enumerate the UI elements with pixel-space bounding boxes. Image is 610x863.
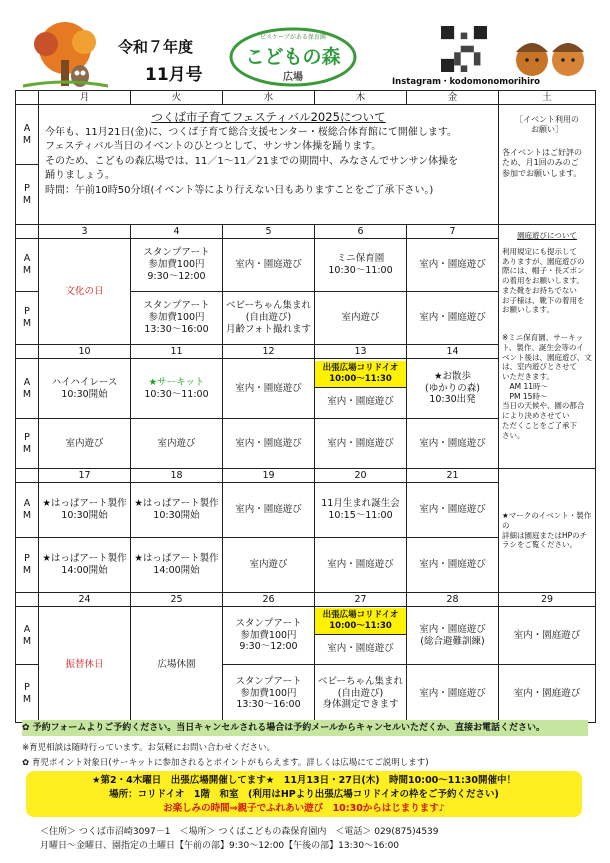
event-cell: 室内・園庭遊び [407,665,499,723]
date-row: 17 18 19 20 21 ★マークのイベント・製作の 詳細は園庭またはHPのチ ラシをご覧ください。 [16,469,596,483]
event-request-text: 各イベントはご好評の ため、月1回のみのご 参加でお願いします。 [502,147,582,178]
event-cell: ★はっぱアート製作 14:00開始 [39,538,131,593]
autumn-tree-owl-illustration [18,20,113,90]
event-request-box: ［イベント利用の お願い］ [515,115,579,135]
event-cell: 室内・園庭遊び [407,483,499,538]
outreach-schedule: ★第2・4木曜日 出張広場開催してます★ 11月13日・27日(木) 時間10:00～11:30開催中！ [91,775,517,786]
outreach-event-highlight: 出張広場コリドイオ 10:00～11:30 [315,608,406,634]
event-cell: 室内・園庭遊び [223,359,315,419]
issue-month-label: 11月号 [145,65,203,85]
notice-title: つくば市子育てフェスティバル2025について [151,110,386,124]
event-cell: ★はっぱアート製作 10:30開始 [39,483,131,538]
weekday-thu: 木 [315,91,407,105]
holiday-cell: 文化の日 [39,239,131,345]
event-cell: ★はっぱアート製作 10:30開始 [131,483,223,538]
event-cell: 室内遊び [39,419,131,469]
weekday-mon: 月 [39,91,131,105]
notice-line: フェスティバル当日のイベントのひとつとして、サンサン体操を踊ります。 [45,141,382,153]
event-cell: 室内・園庭遊び [407,538,499,593]
event-cell: 出張広場コリドイオ 10:00～11:30 室内・園庭遊び [315,359,407,419]
consultation-note: ※育児相談は随時行っています。お気軽にお問い合わせください。 [22,743,275,753]
weekday-wed: 水 [223,91,315,105]
event-cell: 室内・園庭遊び [315,419,407,469]
am-label: A M [16,105,39,165]
notice-line: 踊りましょう。 [45,170,115,182]
event-cell: 室内・園庭遊び [407,292,499,345]
hours-line: 月曜日～金曜日、園指定の土曜日【午前の部】9:30～12:00【午後の部】13:30～16:00 [40,841,400,851]
outreach-announcement [26,771,582,817]
star-mark-note: ★マークのイベント・製作の 詳細は園庭またはHPのチ ラシをご覧ください。 [499,469,596,593]
acorn-characters-illustration [510,30,590,80]
event-cell: ベビーちゃん集まれ (自由遊び) 身体測定できます [315,665,407,723]
event-cell: 11月生まれ誕生会 10:15～11:00 [315,483,407,538]
event-cell: 室内・園庭遊び [315,538,407,593]
saturday-info-2 [499,225,596,469]
event-cell: スタンプアート 参加費100円 9:30～12:00 [131,239,223,292]
event-cell: 室内遊び [131,419,223,469]
event-cell: ベビーちゃん集まれ (自由遊び) 月齢フォト撮れます [223,292,315,345]
weekday-tue: 火 [131,91,223,105]
event-cell: 室内遊び [223,538,315,593]
event-cell: ハイハイレース 10:30開始 [39,359,131,419]
outreach-location[interactable]: 場所：コリドイオ 1階 和室 (利用はHPより出張広場コリドイオの枠をご予約ください) [109,789,499,800]
weekday-header-row [16,91,596,105]
event-cell: ★はっぱアート製作 14:00開始 [131,538,223,593]
event-cell: スタンプアート 参加費100円 13:30～16:00 [223,665,315,723]
event-cell: スタンプアート 参加費100円 9:30～12:00 [223,607,315,665]
event-cell: 室内・園庭遊び [407,239,499,292]
date-row: 10 11 12 13 14 [16,345,596,359]
notice-line: そのため、こどもの森広場では、11／1～11／21までの期間中、みなさんでサンサン体操を [45,155,459,167]
event-cell: 出張広場コリドイオ 10:00～11:30 室内・園庭遊び [315,607,407,665]
event-cell: 室内・園庭遊び [223,483,315,538]
event-cell: ミニ保育園 10:30～11:00 [315,239,407,292]
yard-play-text: 利用規定にも提示して ありますが、園庭遊びの 際には、帽子・長ズボン の着用をお願いします。 また靴をお持ちでない お子様は、靴下の着用を お願いします。 [502,246,585,315]
event-cell: スタンプアート 参加費100円 13:30～16:00 [131,292,223,345]
holiday-cell: 振替休日 [39,607,131,723]
event-cell: 室内遊び [315,292,407,345]
address-line: ＜住所＞ つくば市沼崎3097－1 ＜場所＞ つくばこどもの森保育園内 ＜電話＞ 029(875)4539 [40,827,439,837]
fiscal-year-label: 令和７年度 [118,38,194,56]
outreach-activity: お楽しみの時間⇒親子でふれあい遊び 10:30からはじまります♪ [163,803,445,814]
reservation-banner: ✿ 予約フォームよりご予約ください。当日キャンセルされる場合は予約メールからキャンセルいただくか、直接お電話ください。 [22,720,588,736]
weekday-fri: 金 [407,91,499,105]
event-cell: 室内・園庭遊び (総合避難訓練) [407,607,499,665]
notice-line: 今年も、11月21日(金)に、つくば子育て総合支援センター・桜総合体育館にて開催します。 [45,126,458,138]
event-cell: 室内・園庭遊び [499,665,596,723]
event-cell: 室内・園庭遊び [223,239,315,292]
date-row: 3 4 5 6 7 園庭遊びについて 利用規定にも提示して ありますが、園庭遊びの 際には、帽子・長ズボン の着用をお願いします。 また靴をお持ちでない お子様は、靴下の着用を お願いします。 ※ミニ保育園、サーキッ ト、製作、誕生会等のイ ベント後は、園庭遊び、文 は、室内遊びとさせて いただきます。 AM 11時～ PM 15時～ 当日の天候や、園の都合 により決めさせてい ただくことをご了承下 さい。 [16,225,596,239]
yard-play-title: 園庭遊びについて [517,231,577,240]
qr-code-icon[interactable] [440,26,488,72]
monthly-calendar: 月 火 水 木 金 土 A M つくば市子育てフェスティバル2025について 今年も、11月21日(金)に、つくば子育て総合支援センター・桜総合体育館にて開催します。 フェスティバル当日のイベントのひとつとして、サンサン体操を踊ります。 そのため、こどもの森広場では、11／1～11／21までの期間中、みなさんでサンサン体操を 踊りましょう。 時間：午前10時50分頃(イベント等により行えない日もありますことをご了承下さい。) ［イベント利用の お願い］ 各イベントはご好評の ため、月1回のみのご 参加でお願いします。 P M 3 4 5 6 7 園庭遊びについて 利用規定にも提示して ありますが、園庭遊びの 際には、帽子・長ズボン の着用をお願いします。 また靴をお持ちでない お子様は、靴下の着用を お願いします。 ※ミニ保育園、サーキッ ト、製作、誕生会等のイ ベント後は、園庭遊び、文 は、室内遊びとさせて いただきます。 AM 11時～ PM 15時～ 当日の天候や、園の都合 により決めさせてい ただくことをご了承下 さい。 A M 文化の日 スタンプアート 参加費100円 9:30～12:00 室内・園庭遊び ミニ保育園 10:30～11:00 室内・園庭遊び P M スタンプアート 参加費100円 13:30～16:00 ベビーちゃん集まれ (自由遊び) 月齢フォト撮れます 室内遊び 室内・園庭遊び 10 11 12 13 14 A M ハイハイレース 10:30開始 ★サーキット 10:30～11:00 室内・園庭遊び 出張広場コリドイオ 10:00～11:30 室内・園庭遊び ★お散歩 (ゆかりの森) 10:30出発 P M 室内遊び 室内遊び 室内・園庭遊び 室内・園庭遊び 室内・園庭遊び 17 18 19 20 21 ★マークのイベント・製作の 詳細は園庭またはHPのチ ラシをご覧ください。 A M ★はっぱアート製作 10:30開始 ★はっぱアート製作 10:30開始 室内・園庭遊び 11月生まれ誕生会 10:15～11:00 室内・園庭遊び P M ★はっぱアート製作 14:00開始 ★はっぱアート製作 14:00開始 室内遊び 室内・園庭遊び 室内・園庭遊び 24 25 26 27 28 29 A M 振替休日 広場休園 スタンプアート 参加費100円 9:30～12:00 出張広場コリドイオ 10:00～11:30 室内・園庭遊び 室内・園庭遊び (総合避難訓練) 室内・園庭遊び P M スタンプアート 参加費100円 13:30～16:00 ベビーちゃん集まれ (自由遊び) 身体測定できます 室内・園庭遊び 室内・園庭遊び [15,90,595,710]
event-cell: 室内・園庭遊び [223,419,315,469]
saturday-info-1 [499,105,596,225]
instagram-handle: Instagram・kodomonomorihiro [392,77,541,87]
event-cell: ★お散歩 (ゆかりの森) 10:30出発 [407,359,499,419]
weekday-sat: 土 [499,91,596,105]
closed-cell: 広場休園 [131,607,223,723]
festival-notice [39,105,499,225]
event-after-text: ※ミニ保育園、サーキッ ト、製作、誕生会等のイ ベント後は、園庭遊び、文 は、室内遊びとさせて いただきます。 AM 11時～ PM 15時～ 当日の天候や、園の都合 により決めさせてい ただくことをご了承下 さい。 [502,333,592,440]
event-cell: 室内・園庭遊び [499,607,596,665]
date-row: 24 25 26 27 28 29 [16,593,596,607]
event-cell: ★サーキット 10:30～11:00 [131,359,223,419]
notice-line: 時間：午前10時50分頃(イベント等により行えない日もありますことをご了承下さい。) [45,184,434,196]
pm-label: P M [16,165,39,225]
event-cell: 室内・園庭遊び [407,419,499,469]
outreach-event-highlight: 出張広場コリドイオ 10:00～11:30 [315,361,406,387]
kodomonomori-logo: ビスケーブがある保育園 こどもの森 広場 [228,26,358,88]
points-note: ✿ 育児ポイント対象日(サーキットに参加されるとポイントがもらえます。詳しくは広場にてご説明します) [22,758,429,768]
